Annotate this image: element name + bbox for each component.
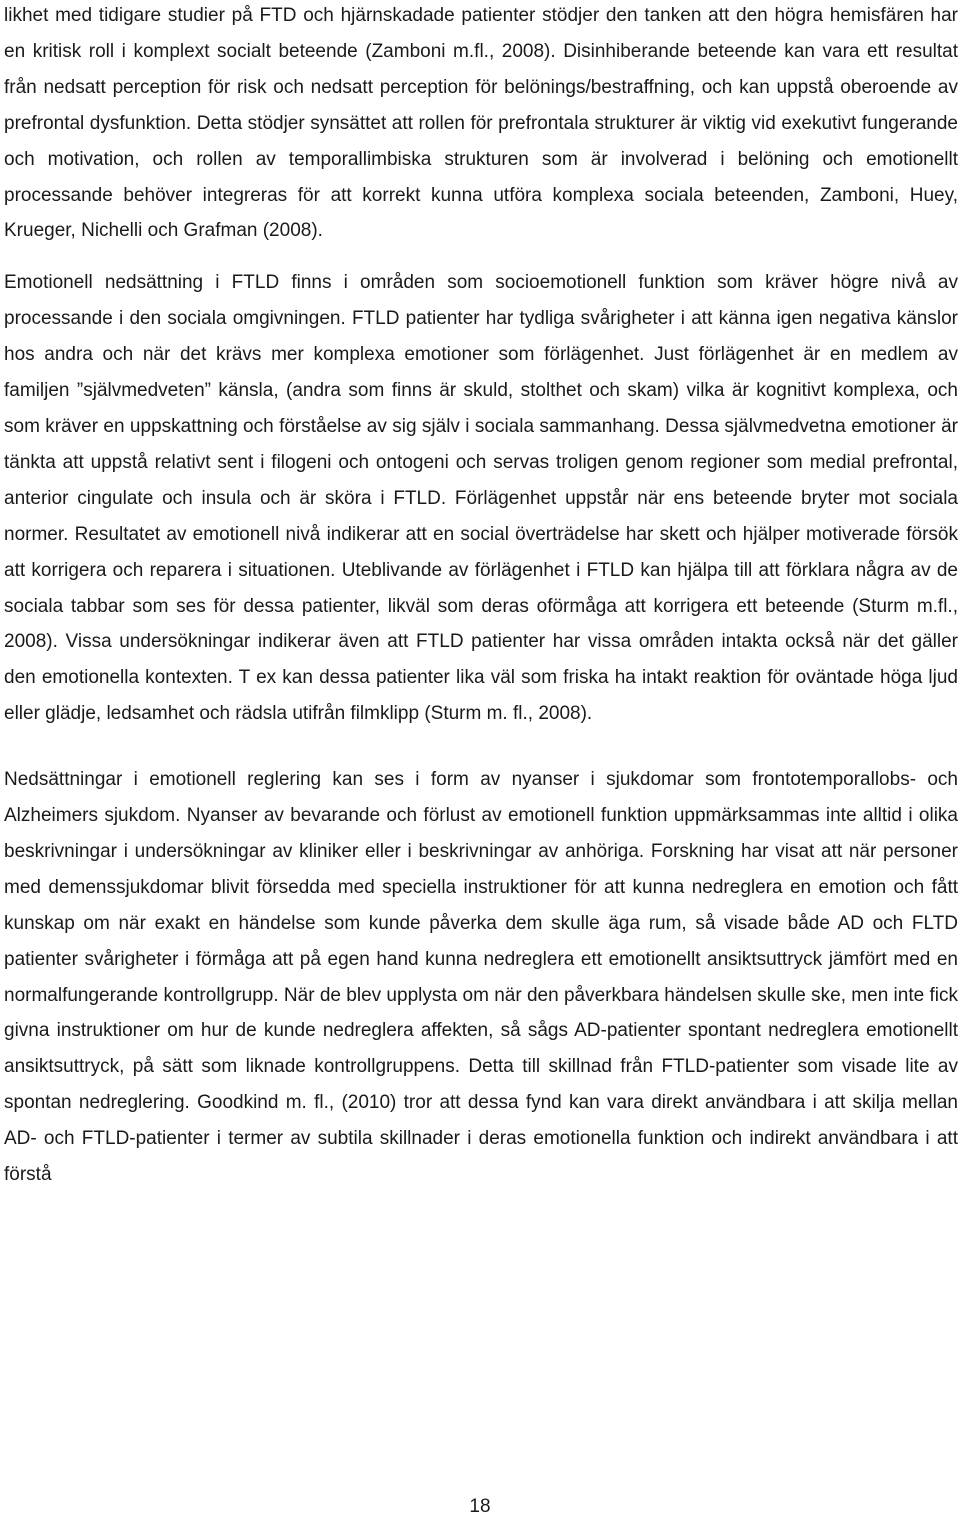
paragraph-1: likhet med tidigare studier på FTD och hjärnskadade patienter stödjer den tanken att den högra hemisfären har en kritisk roll i komplext socialt beteende (Zamboni m.fl., 2008). Disinhiberande beteende kan vara ett resultat från nedsatt perception för risk och nedsatt perception för belönings/bestraffning, och kan uppstå oberoende av prefrontal dysfunktion. Detta stödjer synsättet att rollen för prefrontala strukturer är viktig vid exekutivt fungerande och motivation, och rollen av temporallimbiska strukturen som är involverad i belöning och emotionellt processande behöver integreras för att korrekt kunna utföra komplexa sociala beteenden, Zamboni, Huey, Krueger, Nichelli och Grafman (2008). [4, 5, 958, 242]
paragraph-3: Nedsättningar i emotionell reglering kan ses i form av nyanser i sjukdomar som frontotemporallobs- och Alzheimers sjukdom. Nyanser av bevarande och förlust av emotionell funktion uppmärksammas inte alltid i olika beskrivningar i undersökningar av kliniker eller i beskrivningar av anhöriga. Forskning har visat att när personer med demenssjukdomar blivit försedda med speciella instruktioner för att kunna nedreglera en emotion och fått kunskap om när exakt en händelse som kunde påverka dem skulle äga rum, så visade både AD och FLTD patienter svårigheter i förmåga att på egen hand kunna nedreglera ett emotionellt ansiktsuttryck jämfört med en normalfungerande kontrollgrupp. När de blev upplysta om när den påverkbara händelsen skulle ske, men inte fick givna instruktioner om hur de kunde nedreglera affekten, så sågs AD-patienter spontant nedreglera emotionellt ansiktsuttryck, på sätt som liknade kontrollgruppens. Detta till skillnad från FTLD-patienter som visade lite av spontan nedreglering. Goodkind m. fl., (2010) tror att dessa fynd kan vara direkt användbara i att skilja mellan AD- och FTLD-patienter i termer av subtila skillnader i deras emotionella funktion och indirekt användbara i att förstå [4, 769, 958, 1186]
body-text [4, 0, 958, 1193]
page-number: 18 [469, 1496, 491, 1517]
paragraph-2: Emotionell nedsättning i FTLD finns i områden som socioemotionell funktion som kräver högre nivå av processande i den sociala omgivningen. FTLD patienter har tydliga svårigheter i att känna igen negativa känslor hos andra och när det krävs mer komplexa emotioner som förlägenhet. Just förlägenhet är en medlem av familjen ”självmedveten” känsla, (andra som finns är skuld, stolthet och skam) vilka är kognitivt komplexa, och som kräver en uppskattning och förståelse av sig själv i sociala sammanhang. Dessa självmedvetna emotioner är tänkta att uppstå relativt sent i filogeni och ontogeni och servas troligen genom regioner som medial prefrontal, anterior cingulate och insula och är sköra i FTLD. Förlägenhet uppstår när ens beteende bryter mot sociala normer. Resultatet av emotionell nivå indikerar att en social överträdelse har skett och hjälper motiverade försök att korrigera och reparera i situationen. Uteblivande av förlägenhet i FTLD kan hjälpa till att förklara några av de sociala tabbar som ses för dessa patienter, likväl som deras oförmåga att korrigera ett beteende (Sturm m.fl., 2008). Vissa undersökningar indikerar även att FTLD patienter har vissa områden intakta också när det gäller den emotionella kontexten. T ex kan dessa patienter lika väl som friska ha intakt reaktion för oväntade höga ljud eller glädje, ledsamhet och rädsla utifrån filmklipp (Sturm m. fl., 2008). [4, 272, 958, 725]
